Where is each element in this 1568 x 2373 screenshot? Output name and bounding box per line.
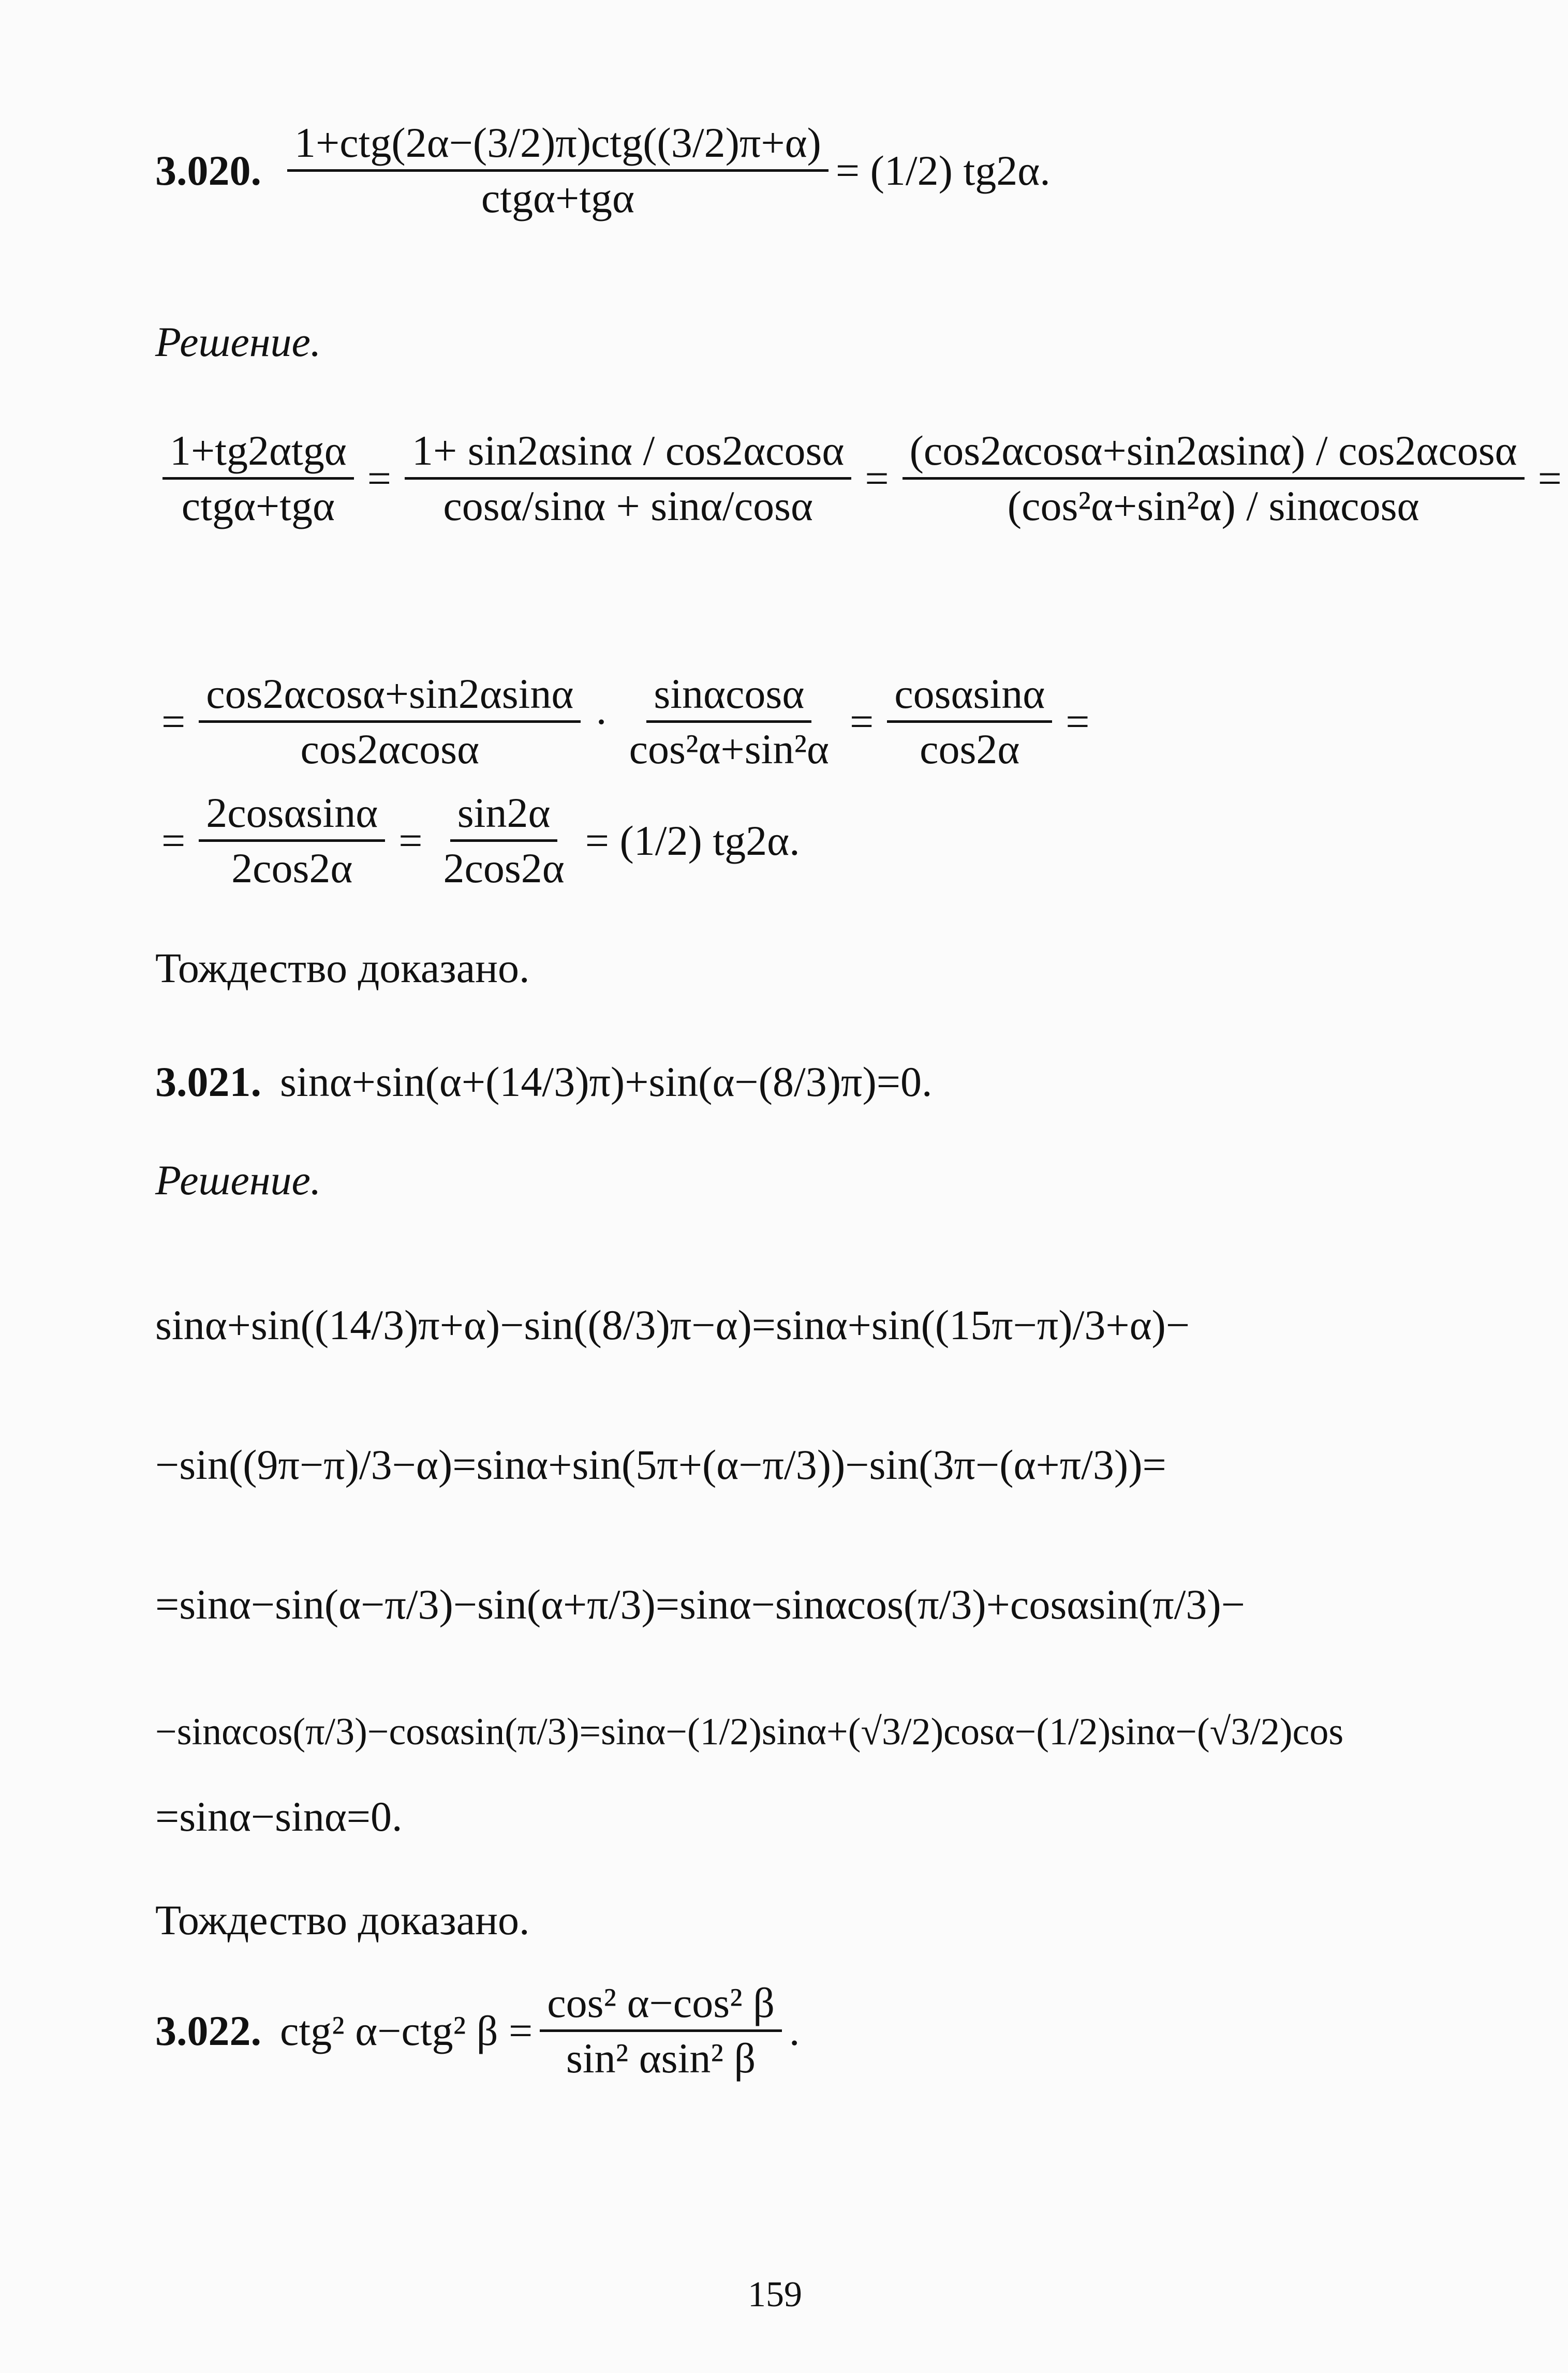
problem-fraction: $\frac{\text{cos² α−cos² β}}{\text{sin² αsin² β}}$ [540, 1982, 782, 2080]
solution-020-line-2: = $\frac{\cos 2\alpha\cos\alpha+\sin 2\alpha\sin\alpha}{\cos 2\alpha\cos\alpha}$ · $\frac{\sin\alpha\cos\alpha}{\text{cos²α+sin²α}}$ = $\frac{\cos\alpha\sin\alpha}{\cos 2\alpha}$ = [161, 670, 1090, 773]
problem-rhs: = (1/2) tg2α. [835, 146, 1051, 194]
problem-number: 3.020. [155, 146, 261, 194]
solution-021-line-4: −sinαcos(π/3)−cosαsin(π/3)=sinα−(1/2)sinα+(√3/2)cosα−(1/2)sinα−(√3/2)cos [155, 1711, 1344, 1753]
problem-lhs: ctg² α−ctg² β = [280, 2007, 533, 2054]
conclusion-020: Тождество доказано. [155, 944, 530, 991]
problem-3-021 [155, 1058, 933, 1105]
solution-020-line-1: $\frac{\text{1+tg2αtgα}}{\text{ctgα+tgα}}$ = $\frac{1+ \sin 2\alpha\sin\alpha / \cos 2\alpha\cos\alpha}{\cos\alpha/\sin\alpha + \sin\alpha/\cos\alpha}$ = $\frac{(\cos 2\alpha\cos\alpha+\sin 2\alpha\sin\alpha) / \cos 2\alpha\cos\alpha}{\text{(cos²α+sin²α) / sinαcosα}}$ = [155, 429, 1568, 527]
page-number: 159 [748, 2275, 802, 2315]
problem-3-020 [155, 119, 1051, 221]
solution-021-line-2: −sin((9π−π)/3−α)=sinα+sin(5π+(α−π/3))−sin(3π−(α+π/3))= [155, 1441, 1166, 1488]
conclusion-021: Тождество доказано. [155, 1896, 530, 1944]
problem-3-022: 3.022. ctg² α−ctg² β = $\frac{\text{cos² α−cos² β}}{\text{sin² αsin² β}}$ . [155, 1979, 800, 2082]
solution-heading: Решение. [155, 318, 321, 365]
problem-number: 3.021. [155, 1058, 261, 1105]
solution-021-line-3: =sinα−sin(α−π/3)−sin(α+π/3)=sinα−sinαcos(π/3)+cosαsin(π/3)− [155, 1581, 1245, 1628]
solution-heading: Решение. [155, 1156, 321, 1204]
problem-statement: sinα+sin(α+(14/3)π)+sin(α−(8/3)π)=0. [280, 1058, 933, 1105]
solution-020-line-3: = $\frac{2\cos\alpha\sin\alpha}{2\cos 2\alpha}$ = $\frac{\sin 2\alpha}{2\cos 2\alpha}$ = (1/2) tg2α. [161, 789, 800, 892]
problem-number: 3.022. [155, 2007, 261, 2054]
problem-fraction: $\frac{\text{1+ctg(2α−(3/2)π)ctg((3/2)π+α)}}{\text{ctgα+tgα}}$ [287, 122, 829, 219]
solution-021-line-1: sinα+sin((14/3)π+α)−sin((8/3)π−α)=sinα+sin((15π−π)/3+α)− [155, 1301, 1190, 1348]
solution-021-line-5: =sinα−sinα=0. [155, 1793, 403, 1840]
